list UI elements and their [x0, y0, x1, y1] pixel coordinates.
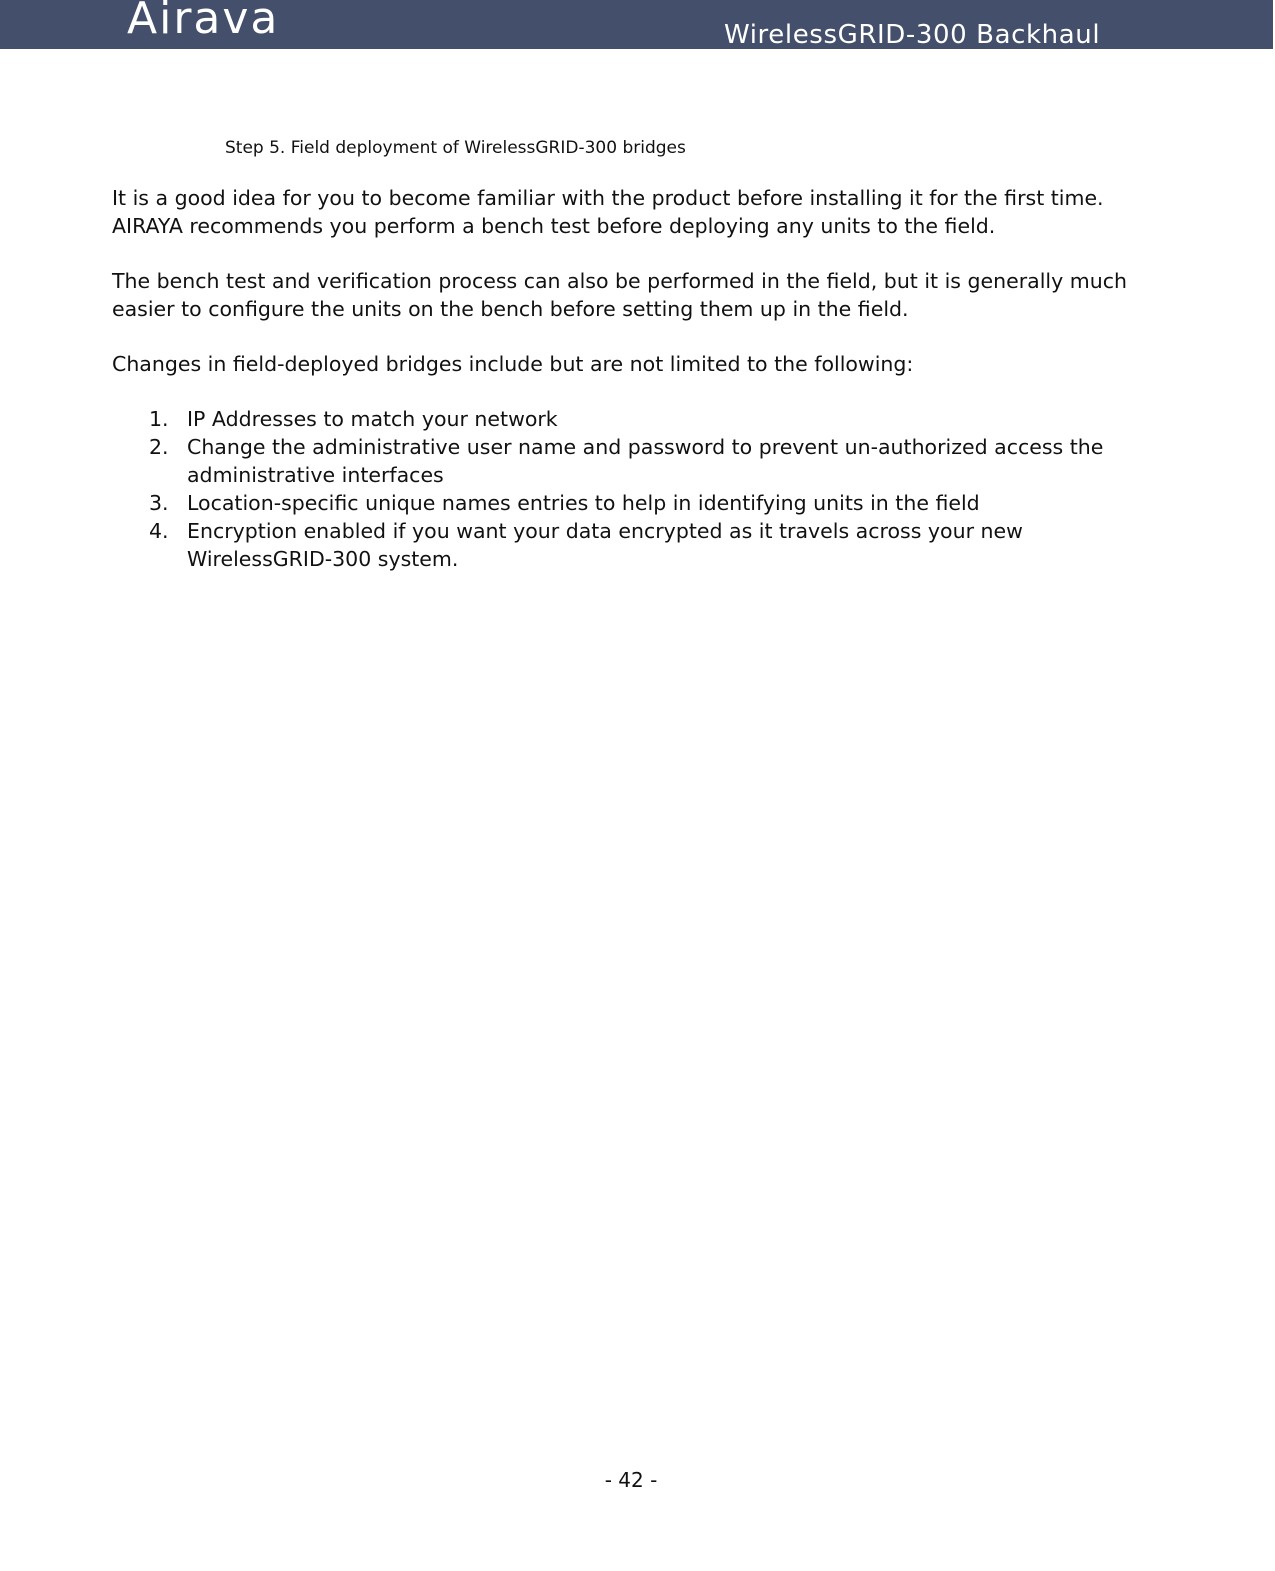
page-number: - 42 -: [604, 1468, 658, 1492]
step-heading: Step 5. Field deployment of WirelessGRID-300 bridges: [225, 138, 686, 158]
list-item-number: 4.: [149, 519, 169, 543]
intro-paragraph: It is a good idea for you to become familiar with the product before installing it for the first time. AIRAYA recommends you perform a bench test before deploying any units to the field.: [112, 186, 1104, 238]
list-item-text: IP Addresses to match your network: [187, 407, 558, 431]
list-item: [112, 489, 1142, 517]
document-body: [112, 184, 1142, 573]
header-band: [0, 0, 1273, 49]
list-item-text: Change the administrative user name and password to prevent un-authorized access the administrative interfaces: [187, 435, 1104, 487]
bench-test-paragraph: The bench test and verification process can also be performed in the field, but it is generally much easier to configure the units on the bench before setting them up in the field.: [112, 269, 1127, 321]
changes-paragraph: Changes in field-deployed bridges include but are not limited to the following:: [112, 352, 914, 376]
list-item-number: 1.: [149, 407, 169, 431]
product-name: WirelessGRID-300 Backhaul: [724, 20, 1101, 49]
list-item-text: Location-specific unique names entries to help in identifying units in the field: [187, 491, 980, 515]
list-item: [112, 517, 1142, 573]
list-item-number: 3.: [149, 491, 169, 515]
list-item: [112, 433, 1142, 489]
list-item-text: Encryption enabled if you want your data encrypted as it travels across your new WirelessGRID-300 system.: [187, 519, 1023, 571]
changes-list: [112, 405, 1142, 573]
brand-name: Airava: [127, 0, 280, 44]
list-item: [112, 405, 1142, 433]
list-item-number: 2.: [149, 435, 169, 459]
